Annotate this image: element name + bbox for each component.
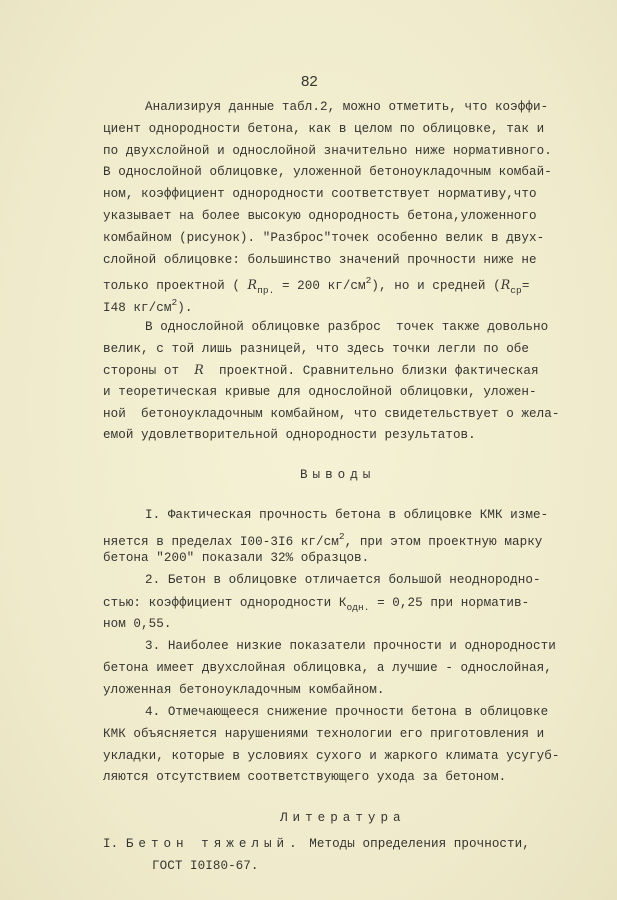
text-line xyxy=(103,406,559,422)
text-line xyxy=(103,616,171,632)
subscript: ср xyxy=(510,285,522,296)
text-segment: Литература xyxy=(280,811,406,825)
text-line xyxy=(152,858,259,874)
text-segment: I. Фактическая прочность бетона в облицовке КМК изме- xyxy=(145,508,549,522)
text-line xyxy=(103,164,552,180)
text-segment: Методы определения прочности, xyxy=(301,837,530,851)
text-segment: няется в пределах I00-3I6 кг/см xyxy=(103,535,339,549)
text-segment: стороны от xyxy=(103,364,195,378)
text-segment: ной бетоноукладочным комбайном, что свидетельствует о жела- xyxy=(103,407,560,421)
text-line xyxy=(103,252,537,268)
text-line xyxy=(145,319,548,335)
text-segment: указывает на более высокую однородность бетона,уложенного xyxy=(103,209,537,223)
text-segment: ). xyxy=(177,301,193,315)
text-segment: ), но и средней ( xyxy=(371,279,501,293)
text-line xyxy=(103,595,529,616)
text-line xyxy=(103,384,537,400)
text-segment: = xyxy=(521,279,530,293)
section-heading-conclusions xyxy=(300,467,375,483)
subscript: одн. xyxy=(346,602,370,613)
text-segment: ном 0,55. xyxy=(103,617,172,631)
text-line xyxy=(103,362,539,379)
text-segment: Бетон тяжелый. xyxy=(125,837,302,851)
text-line xyxy=(145,507,548,523)
text-segment: ляются отсутствием соответствующего ухода за бетоном. xyxy=(103,770,507,784)
text-line xyxy=(103,295,192,316)
text-segment: стью: коэффициент однородности К xyxy=(103,596,347,610)
text-line xyxy=(103,836,530,852)
text-segment: слойной облицовке: большинство значений прочности ниже не xyxy=(103,253,537,267)
formula-symbol: R xyxy=(194,362,204,377)
text-line xyxy=(103,660,552,676)
text-segment: бетона "200" показали 32% образцов. xyxy=(103,551,370,565)
text-segment: 3. Наиболее низкие показатели прочности и однородности xyxy=(145,639,556,653)
text-segment: ГОСТ I0I80-67. xyxy=(152,859,259,873)
text-segment: I48 кг/см xyxy=(103,301,172,315)
text-segment: 4. Отмечающееся снижение прочности бетона в облицовке xyxy=(145,705,549,719)
text-line xyxy=(103,726,544,742)
text-segment: емой удовлетворительной однородности результатов. xyxy=(103,428,476,442)
text-segment: I. xyxy=(103,837,126,851)
text-segment: бетона имеет двухслойная облицовка, а лучшие - однослойная, xyxy=(103,661,552,675)
text-segment: 2. Бетон в облицовке отличается большой неоднородно- xyxy=(145,573,541,587)
subscript: пр. xyxy=(257,285,275,296)
text-line xyxy=(103,230,544,246)
text-segment: укладки, которые в условиях сухого и жаркого климата усугуб- xyxy=(103,749,560,763)
text-line xyxy=(145,704,548,720)
text-line xyxy=(103,186,537,202)
formula-symbol: R xyxy=(247,277,258,292)
section-heading-literature xyxy=(280,810,406,826)
text-line xyxy=(103,748,559,764)
text-line xyxy=(103,529,542,550)
superscript: 2 xyxy=(171,297,178,308)
text-line xyxy=(103,682,384,698)
text-segment: В однослойной облицовке разброс точек также довольно xyxy=(145,320,549,334)
text-segment: В однослойной облицовке, уложенной бетоноукладочным комбай- xyxy=(103,165,552,179)
text-segment: проектной. Сравнительно близки фактическая xyxy=(203,364,539,378)
text-line xyxy=(103,341,529,357)
text-line xyxy=(103,427,476,443)
text-segment: ном, коэффициент однородности соответствует нормативу,что xyxy=(103,187,537,201)
text-segment: велик, с той лишь разницей, что здесь точки легли по обе xyxy=(103,342,530,356)
text-line xyxy=(145,572,541,588)
text-segment: по двухслойной и однослойной значительно ниже нормативного. xyxy=(103,144,552,158)
text-segment: = 200 кг/см xyxy=(274,279,366,293)
superscript: 2 xyxy=(365,275,372,286)
text-line xyxy=(103,143,552,159)
text-line xyxy=(103,550,369,566)
text-segment: только проектной ( xyxy=(103,279,248,293)
text-segment: и теоретическая кривые для однослойной облицовки, уложен- xyxy=(103,385,537,399)
text-segment: Анализируя данные табл.2, можно отметить, что коэффи- xyxy=(145,100,549,114)
text-line xyxy=(103,121,544,137)
text-segment: = 0,25 при норматив- xyxy=(369,596,530,610)
text-segment: КМК объясняется нарушениями технологии его приготовления и xyxy=(103,727,545,741)
superscript: 2 xyxy=(338,531,345,542)
text-segment: комбайном (рисунок). "Разброс"точек особенно велик в двух- xyxy=(103,231,545,245)
text-segment: Выводы xyxy=(300,468,376,482)
text-segment: уложенная бетоноукладочным комбайном. xyxy=(103,683,385,697)
text-segment: циент однородности бетона, как в целом по облицовке, так и xyxy=(103,122,545,136)
page-number: 82 xyxy=(301,73,318,90)
formula-symbol: R xyxy=(500,277,511,292)
text-line xyxy=(145,99,548,115)
text-line xyxy=(145,638,556,654)
text-segment: , при этом проектную марку xyxy=(344,535,543,549)
text-line xyxy=(103,769,506,785)
text-line xyxy=(103,208,537,224)
